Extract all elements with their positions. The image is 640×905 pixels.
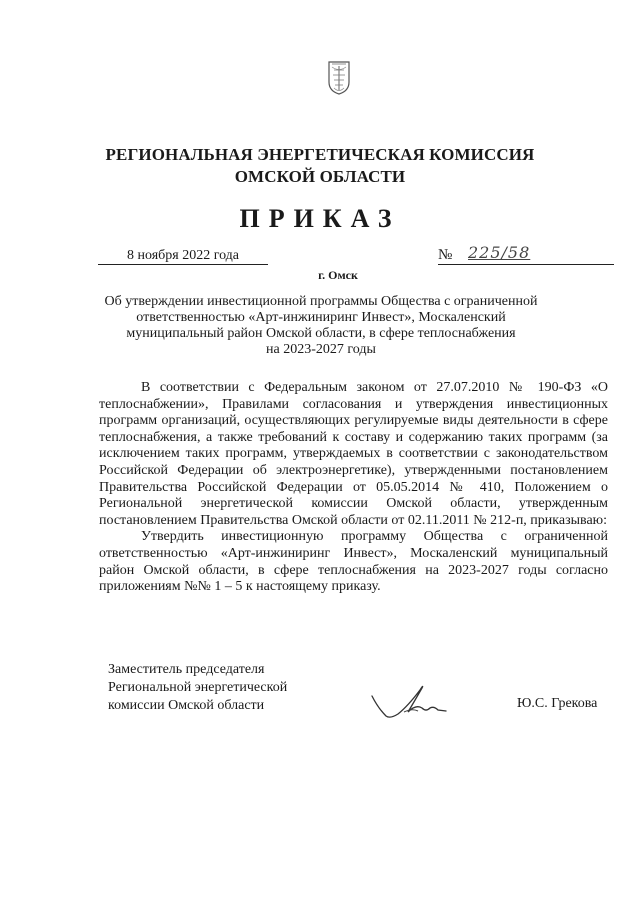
signatory-position <box>108 661 287 715</box>
signatory-name: Ю.С. Грекова <box>517 696 598 711</box>
organization-name-line1: РЕГИОНАЛЬНАЯ ЭНЕРГЕТИЧЕСКАЯ КОМИССИЯ <box>105 145 535 164</box>
number-sign: № <box>438 247 453 263</box>
subject-line: на 2023-2027 годы <box>266 342 376 357</box>
order-body <box>99 380 608 596</box>
order-subject <box>95 294 547 358</box>
resolution-paragraph: Утвердить инвестиционную программу Общества с ограниченной ответственностью «Арт-инжиниринг Инвест», Москаленский муниципальный район Омской области, в сфере теплоснабжения на 2023-2027 годы согласно приложениям №№ 1 – 5 к настоящему приказу. <box>99 529 608 595</box>
preamble-paragraph: В соответствии с Федеральным законом от 27.07.2010 № 190-ФЗ «О теплоснабжении», Правилами согласования и утверждения инвестиционных программ организаций, осуществляющих регулируемые виды деятельности в сфере теплоснабжения, а также требований к составу и содержанию таких программ (за исключением таких программ, утверждаемых в соответствии с законодательством Российской Федерации об электроэнергетике), утвержденными постановлением Правительства Российской Федерации от 05.05.2014 № 410, Положением о Региональной энергетической комиссии Омской области, утвержденным постановлением Правительства Омской области от 02.11.2011 № 212-п, приказываю: <box>99 380 608 528</box>
order-date: 8 ноября 2022 года <box>98 248 268 265</box>
omsk-coat-of-arms-icon <box>326 60 352 96</box>
subject-line: муниципальный район Омской области, в сфере теплоснабжения <box>126 326 516 341</box>
subject-line: Об утверждении инвестиционной программы Общества с ограниченной <box>104 294 538 309</box>
document-title: ПРИКАЗ <box>239 204 401 233</box>
handwritten-signature-icon <box>368 678 448 720</box>
organization-name-line2: ОМСКОЙ ОБЛАСТИ <box>234 167 406 186</box>
order-number: 225/58 <box>468 243 531 262</box>
position-line: Заместитель председателя <box>108 662 265 677</box>
position-line: комиссии Омской области <box>108 698 265 713</box>
order-number-field <box>438 243 614 265</box>
subject-line: ответственностью «Арт-инжиниринг Инвест», Москаленский <box>136 310 506 325</box>
position-line: Региональной энергетической <box>108 680 288 695</box>
city: г. Омск <box>318 268 358 282</box>
